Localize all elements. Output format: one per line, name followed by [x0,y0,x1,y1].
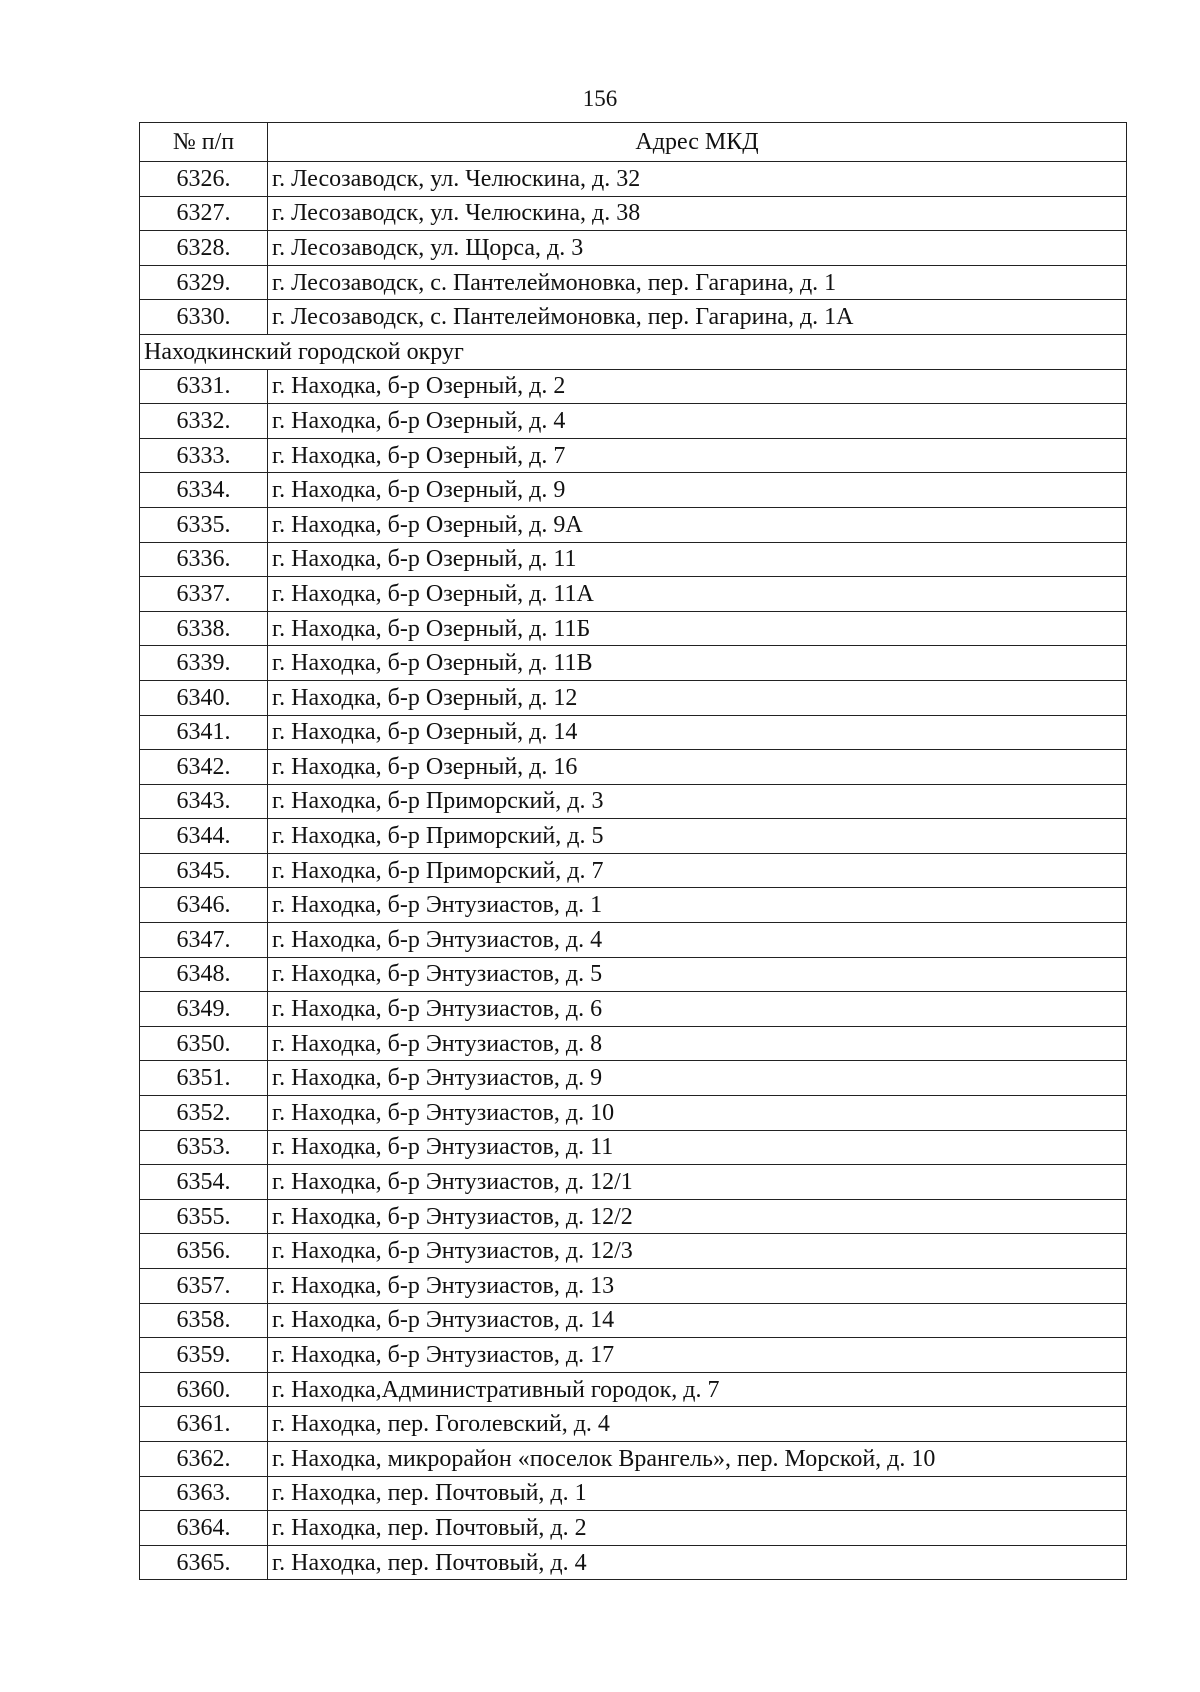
table-row [140,1338,1127,1373]
section-row [140,334,1127,369]
row-number: 6331. [140,369,268,404]
table-row [140,1061,1127,1096]
row-number: 6345. [140,853,268,888]
header-num: № п/п [140,123,268,162]
row-address: г. Лесозаводск, с. Пантелеймоновка, пер. Гагарина, д. 1А [268,300,1127,335]
row-number: 6360. [140,1372,268,1407]
table-row [140,404,1127,439]
row-address: г. Находка, б-р Энтузиастов, д. 12/2 [268,1199,1127,1234]
row-address: г. Находка, б-р Энтузиастов, д. 9 [268,1061,1127,1096]
row-number: 6337. [140,577,268,612]
row-number: 6356. [140,1234,268,1269]
row-number: 6342. [140,750,268,785]
row-number: 6332. [140,404,268,439]
table-row [140,646,1127,681]
table-row [140,473,1127,508]
row-address: г. Находка, б-р Приморский, д. 3 [268,784,1127,819]
row-number: 6350. [140,1026,268,1061]
row-address: г. Находка, микрорайон «поселок Врангель», пер. Морской, д. 10 [268,1441,1127,1476]
row-address: г. Находка, пер. Почтовый, д. 2 [268,1511,1127,1546]
row-address: г. Находка, б-р Энтузиастов, д. 11 [268,1130,1127,1165]
row-address: г. Находка, б-р Энтузиастов, д. 13 [268,1269,1127,1304]
row-number: 6343. [140,784,268,819]
table-row [140,231,1127,266]
table-header [140,123,1127,162]
row-address: г. Находка, пер. Почтовый, д. 4 [268,1545,1127,1580]
row-number: 6361. [140,1407,268,1442]
table-row [140,1165,1127,1200]
table-row [140,162,1127,197]
row-address: г. Находка, б-р Приморский, д. 7 [268,853,1127,888]
row-number: 6349. [140,992,268,1027]
row-address: г. Находка, б-р Озерный, д. 11А [268,577,1127,612]
row-address: г. Находка, б-р Энтузиастов, д. 14 [268,1303,1127,1338]
row-number: 6327. [140,196,268,231]
row-address: г. Находка, пер. Почтовый, д. 1 [268,1476,1127,1511]
table-row [140,1234,1127,1269]
row-address: г. Находка,Административный городок, д. 7 [268,1372,1127,1407]
row-number: 6365. [140,1545,268,1580]
page-number: 156 [582,86,618,111]
table-row [140,923,1127,958]
row-address: г. Находка, б-р Энтузиастов, д. 8 [268,1026,1127,1061]
row-number: 6355. [140,1199,268,1234]
row-number: 6326. [140,162,268,197]
row-number: 6329. [140,265,268,300]
row-number: 6352. [140,1096,268,1131]
row-number: 6339. [140,646,268,681]
row-address: г. Находка, б-р Озерный, д. 14 [268,715,1127,750]
row-address: г. Находка, б-р Озерный, д. 2 [268,369,1127,404]
table-row [140,750,1127,785]
table-row [140,1269,1127,1304]
table-row [140,1026,1127,1061]
table-row [140,1199,1127,1234]
table-row [140,784,1127,819]
table-row [140,265,1127,300]
row-address: г. Находка, б-р Озерный, д. 16 [268,750,1127,785]
row-number: 6353. [140,1130,268,1165]
table-row [140,438,1127,473]
row-address: г. Находка, б-р Озерный, д. 12 [268,680,1127,715]
row-address: г. Находка, б-р Озерный, д. 9 [268,473,1127,508]
row-address: г. Находка, пер. Гоголевский, д. 4 [268,1407,1127,1442]
row-number: 6328. [140,231,268,266]
table-row [140,300,1127,335]
table-row [140,507,1127,542]
row-number: 6351. [140,1061,268,1096]
table-row [140,853,1127,888]
row-number: 6330. [140,300,268,335]
row-number: 6364. [140,1511,268,1546]
row-number: 6363. [140,1476,268,1511]
table-row [140,577,1127,612]
row-number: 6336. [140,542,268,577]
table-row [140,715,1127,750]
table-row [140,1441,1127,1476]
row-number: 6340. [140,680,268,715]
row-number: 6346. [140,888,268,923]
row-address: г. Находка, б-р Озерный, д. 4 [268,404,1127,439]
table-row [140,1511,1127,1546]
row-address: г. Находка, б-р Озерный, д. 11 [268,542,1127,577]
row-number: 6334. [140,473,268,508]
row-address: г. Находка, б-р Энтузиастов, д. 12/3 [268,1234,1127,1269]
table-row [140,542,1127,577]
row-number: 6344. [140,819,268,854]
row-address: г. Находка, б-р Энтузиастов, д. 1 [268,888,1127,923]
row-address: г. Находка, б-р Энтузиастов, д. 6 [268,992,1127,1027]
row-address: г. Находка, б-р Озерный, д. 9А [268,507,1127,542]
section-title: Находкинский городской округ [140,334,1127,369]
row-address: г. Лесозаводск, ул. Щорса, д. 3 [268,231,1127,266]
row-address: г. Лесозаводск, ул. Челюскина, д. 32 [268,162,1127,197]
table-row [140,888,1127,923]
row-number: 6335. [140,507,268,542]
header-row [140,123,1127,162]
row-number: 6333. [140,438,268,473]
row-address: г. Находка, б-р Энтузиастов, д. 4 [268,923,1127,958]
row-number: 6359. [140,1338,268,1373]
table-row [140,957,1127,992]
table-row [140,680,1127,715]
row-number: 6338. [140,611,268,646]
table-row [140,369,1127,404]
row-address: г. Находка, б-р Озерный, д. 11Б [268,611,1127,646]
table-row [140,1372,1127,1407]
table-row [140,1476,1127,1511]
row-address: г. Находка, б-р Озерный, д. 11В [268,646,1127,681]
table-row [140,992,1127,1027]
row-number: 6362. [140,1441,268,1476]
row-address: г. Лесозаводск, ул. Челюскина, д. 38 [268,196,1127,231]
table-row [140,1303,1127,1338]
table-row [140,819,1127,854]
row-number: 6358. [140,1303,268,1338]
table-row [140,1407,1127,1442]
row-number: 6354. [140,1165,268,1200]
row-number: 6357. [140,1269,268,1304]
table-row [140,1545,1127,1580]
row-number: 6341. [140,715,268,750]
table-row [140,1096,1127,1131]
row-address: г. Находка, б-р Приморский, д. 5 [268,819,1127,854]
address-table [139,122,1127,1580]
header-address: Адрес МКД [268,123,1127,162]
row-address: г. Находка, б-р Озерный, д. 7 [268,438,1127,473]
row-address: г. Находка, б-р Энтузиастов, д. 17 [268,1338,1127,1373]
row-number: 6347. [140,923,268,958]
table-row [140,611,1127,646]
row-address: г. Находка, б-р Энтузиастов, д. 5 [268,957,1127,992]
row-address: г. Лесозаводск, с. Пантелеймоновка, пер. Гагарина, д. 1 [268,265,1127,300]
row-address: г. Находка, б-р Энтузиастов, д. 10 [268,1096,1127,1131]
row-number: 6348. [140,957,268,992]
table-row [140,196,1127,231]
table-body [140,162,1127,1580]
row-address: г. Находка, б-р Энтузиастов, д. 12/1 [268,1165,1127,1200]
table-row [140,1130,1127,1165]
